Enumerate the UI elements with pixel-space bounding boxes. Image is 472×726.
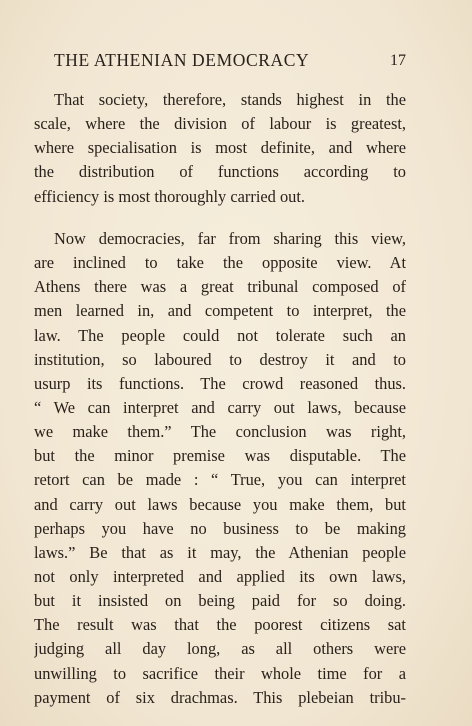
text-line: usurp its functions. The crowd reasoned thus. bbox=[34, 373, 406, 393]
text-line: men learned in, and competent to interpret, the bbox=[34, 301, 406, 321]
text-line: efficiency is most thoroughly carried out. bbox=[34, 186, 305, 206]
paragraph-2 bbox=[34, 227, 406, 710]
running-title: THE ATHENIAN DEMOCRACY bbox=[54, 50, 310, 70]
text-line: Athens there was a great tribunal composed of bbox=[34, 277, 406, 297]
text-line: where specialisation is most definite, and where bbox=[34, 138, 406, 158]
page-header bbox=[54, 50, 406, 74]
text-line: payment of six drachmas. This plebeian tribu- bbox=[34, 687, 406, 707]
text-line: but it insisted on being paid for so doing. bbox=[34, 591, 406, 611]
text-line: judging all day long, as all others were bbox=[34, 639, 406, 659]
text-line: institution, so laboured to destroy it and to bbox=[34, 349, 406, 369]
page-number: 17 bbox=[390, 52, 406, 69]
text-line: the distribution of functions according to bbox=[34, 162, 406, 182]
text-line: The result was that the poorest citizens sat bbox=[34, 615, 406, 635]
text-line: but the minor premise was disputable. The bbox=[34, 446, 406, 466]
paragraph-1 bbox=[34, 88, 406, 209]
text-line: we make them.” The conclusion was right, bbox=[34, 422, 406, 442]
text-line: perhaps you have no business to be making bbox=[34, 518, 406, 538]
text-line: retort can be made : “ True, you can interpret bbox=[34, 470, 406, 490]
text-line: That society, therefore, stands highest in the bbox=[54, 90, 406, 109]
text-line: Now democracies, far from sharing this view, bbox=[54, 229, 406, 248]
text-line: unwilling to sacrifice their whole time for a bbox=[34, 663, 406, 683]
text-line: not only interpreted and applied its own laws, bbox=[34, 566, 406, 586]
text-line: law. The people could not tolerate such an bbox=[34, 325, 406, 345]
text-line: scale, where the division of labour is greatest, bbox=[34, 114, 406, 134]
text-line: laws.” Be that as it may, the Athenian people bbox=[34, 542, 406, 562]
text-line: are inclined to take the opposite view. At bbox=[34, 253, 406, 273]
text-line: “ We can interpret and carry out laws, because bbox=[34, 397, 406, 417]
text-line: and carry out laws because you make them, but bbox=[34, 494, 406, 514]
